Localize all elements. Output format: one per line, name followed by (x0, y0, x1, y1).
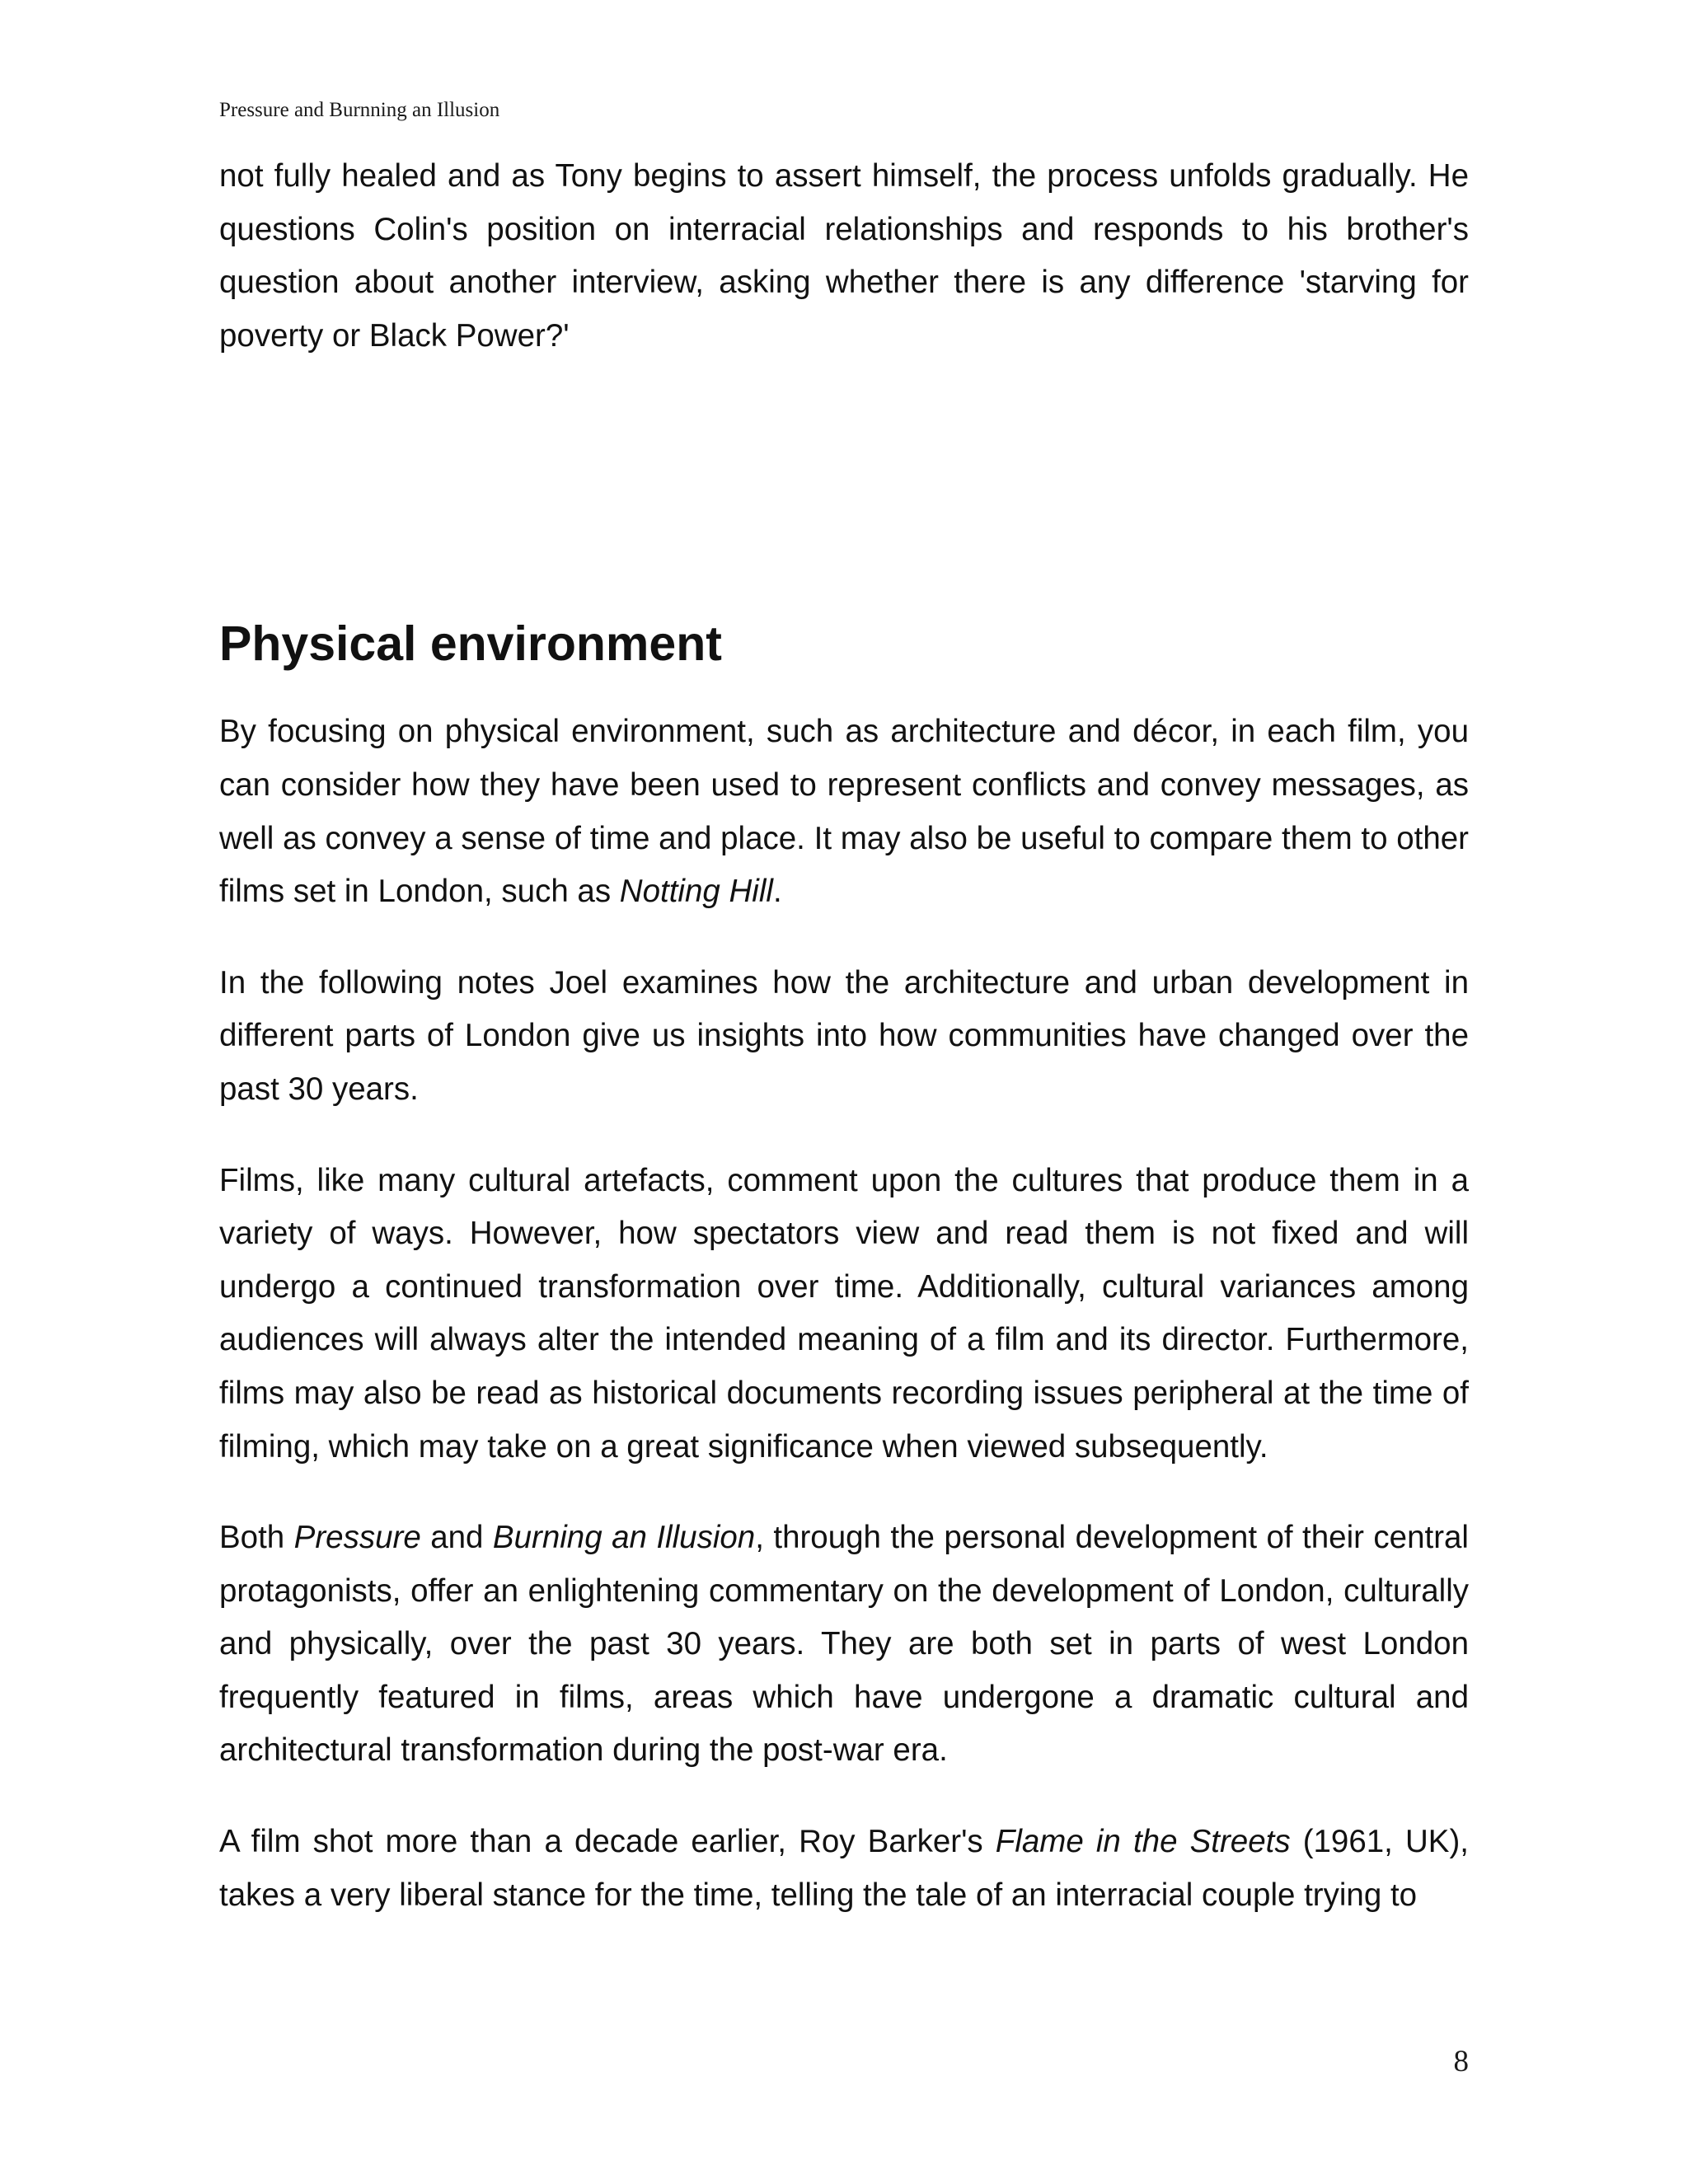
paragraph-end: . (772, 874, 782, 910)
running-header: Pressure and Burnning an Illusion (219, 99, 500, 121)
paragraph-both-films (219, 1511, 1469, 1778)
paragraph-mid: and (420, 1520, 493, 1556)
paragraph-physical-environment (219, 705, 1469, 918)
film-title-burning-an-illusion: Burning an Illusion (492, 1520, 756, 1556)
film-title-notting-hill: Notting Hill (619, 874, 773, 910)
paragraph-flame-in-the-streets (219, 1816, 1469, 1922)
section-heading-wrapper (219, 611, 1469, 677)
film-title-flame-in-the-streets: Flame in the Streets (995, 1824, 1291, 1860)
film-title-pressure: Pressure (293, 1520, 421, 1556)
paragraph-rest: , through the personal development of their central protagonists, offer an enlightening commentary on the development of London, culturally and physically, over the past 30 years. They are both set in parts of west London frequently featured in films, areas which have undergone a dramatic cultural and architectural transformation during the post-war era. (219, 1520, 1469, 1769)
page-number: 8 (1453, 2045, 1469, 2079)
paragraph-cultural-artefacts: Films, like many cultural artefacts, comment upon the cultures that produce them in a variety of ways. However, how spectators view and read them is not fixed and will undergo a continued transformation over time. Additionally, cultural variances among audiences will always alter the intended meaning of a film and its director. Furthermore, films may also be read as historical documents recording issues peripheral at the time of filming, which may take on a great significance when viewed subsequently. (219, 1162, 1469, 1465)
section-heading: Physical environment (219, 616, 722, 672)
paragraph-start: Both (219, 1520, 294, 1556)
continuation-paragraph: not fully healed and as Tony begins to assert himself, the process unfolds gradually. He questions Colin's position on interracial relationships and responds to his brother's question about another interview, asking whether there is any difference 'starving for poverty or Black Power?' (219, 158, 1469, 354)
paragraph-rest: (1961, UK), takes a very liberal stance for the time, telling the tale of an interracial couple trying to (219, 1824, 1469, 1913)
paragraph-start: A film shot more than a decade earlier, Roy Barker's (219, 1824, 996, 1860)
paragraph-text: By focusing on physical environment, such as architecture and décor, in each film, you can consider how they have been used to represent conflicts and convey messages, as well as convey a sense of time and place. It may also be useful to compare them to other films set in London, such as (219, 714, 1469, 910)
page-body (219, 150, 1469, 1922)
paragraph-joel-notes: In the following notes Joel examines how the architecture and urban development in different parts of London give us insights into how communities have changed over the past 30 years. (219, 964, 1469, 1107)
